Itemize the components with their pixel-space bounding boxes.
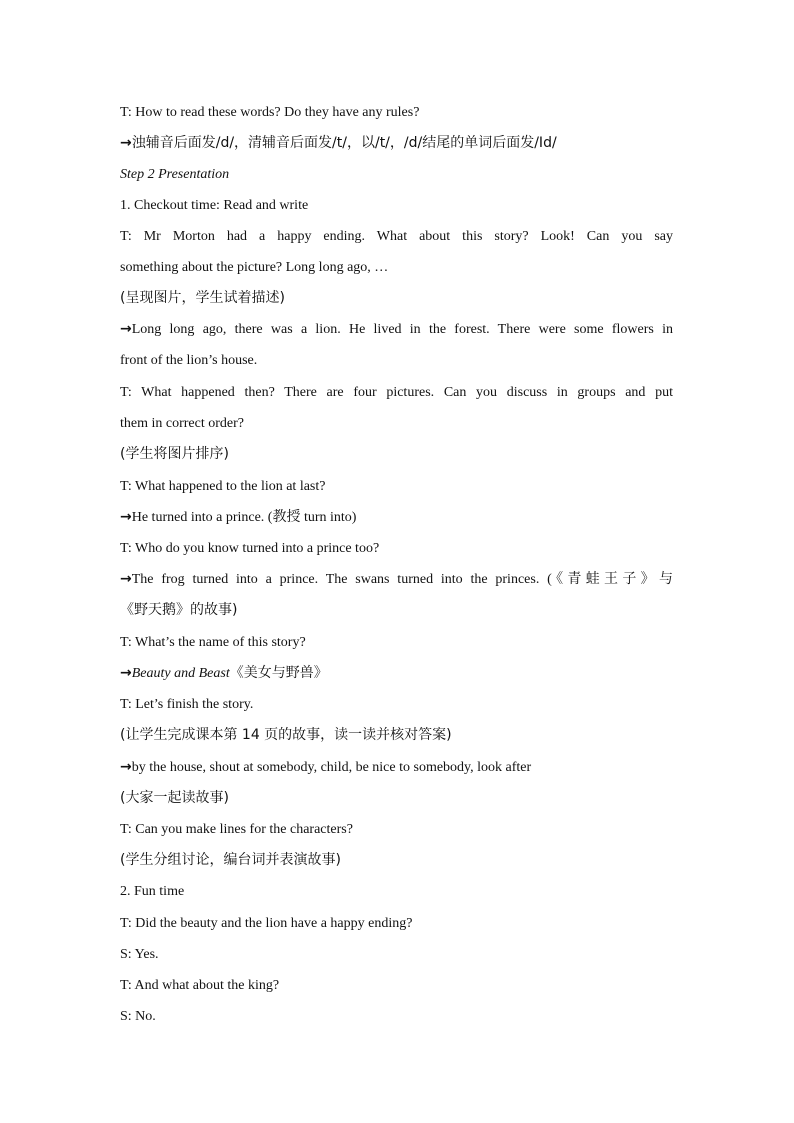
text-line <box>120 533 673 564</box>
line-text: 1. Checkout time: Read and write <box>120 198 309 213</box>
line-text: (呈现图片，学生试着描述) <box>120 290 285 306</box>
arrow-icon: → <box>120 665 132 681</box>
text-line <box>120 814 673 845</box>
text-line <box>120 408 673 439</box>
text-line <box>120 439 673 470</box>
text-line <box>120 845 673 876</box>
line-text: (让学生完成课本第 14 页的故事，读一读并核对答案) <box>120 727 452 743</box>
line-text: by the house, shout at somebody, child, be nice to somebody, look after <box>131 760 532 775</box>
line-text: T: What happened then? There are four pictures. Can you discuss in groups and put <box>120 385 673 400</box>
text-line <box>120 939 673 970</box>
line-text: Step 2 Presentation <box>120 167 230 182</box>
line-text: 《美女与野兽》 <box>229 665 328 681</box>
line-text: T: And what about the king? <box>120 978 280 993</box>
text-line <box>120 876 673 907</box>
line-text: S: Yes. <box>120 947 159 962</box>
line-text: The frog turned into a prince. The swans turned into the princes. (《青蛙王子》与 <box>131 572 673 587</box>
text-line <box>120 252 673 283</box>
arrow-icon: → <box>120 321 132 337</box>
arrow-icon: → <box>120 571 132 587</box>
text-line <box>120 190 673 221</box>
text-line <box>120 689 673 720</box>
text-line <box>120 627 673 658</box>
text-line <box>120 377 673 408</box>
line-text: T: Did the beauty and the lion have a happy ending? <box>120 916 413 931</box>
line-text: T: Let’s finish the story. <box>120 697 254 712</box>
line-text: T: What’s the name of this story? <box>120 635 306 650</box>
line-text: front of the lion’s house. <box>120 353 258 368</box>
text-line <box>120 720 673 751</box>
line-text: T: How to read these words? Do they have any rules? <box>120 105 420 120</box>
arrow-icon: → <box>120 509 132 525</box>
line-text: T: Can you make lines for the characters? <box>120 822 353 837</box>
text-line <box>120 658 673 689</box>
arrow-icon: → <box>120 135 132 151</box>
text-line <box>120 345 673 376</box>
section-heading <box>120 159 673 190</box>
line-text: Long long ago, there was a lion. He lived in the forest. There were some flowers in <box>131 322 673 337</box>
line-text: (学生将图片排序) <box>120 446 229 462</box>
text-line <box>120 502 673 533</box>
line-text: S: No. <box>120 1009 156 1024</box>
line-text: He turned into a prince. (教授 turn into) <box>131 510 357 525</box>
line-text: 《野天鹅》的故事) <box>120 602 238 618</box>
arrow-icon: → <box>120 759 132 775</box>
line-text: T: Mr Morton had a happy ending. What about this story? Look! Can you say <box>120 229 673 244</box>
line-text: 浊辅音后面发/d/，清辅音后面发/t/，以/t/，/d/结尾的单词后面发/Id/ <box>131 135 557 151</box>
text-line <box>120 1001 673 1032</box>
text-line <box>120 752 673 783</box>
line-text: T: Who do you know turned into a prince too? <box>120 541 380 556</box>
text-line <box>120 314 673 345</box>
text-line <box>120 564 673 595</box>
text-line <box>120 970 673 1001</box>
text-line <box>120 283 673 314</box>
line-text: (大家一起读故事) <box>120 790 229 806</box>
story-title: Beauty and Beast <box>131 666 230 681</box>
text-line <box>120 908 673 939</box>
line-text: T: What happened to the lion at last? <box>120 479 326 494</box>
text-line <box>120 783 673 814</box>
text-line <box>120 221 673 252</box>
text-line <box>120 97 673 128</box>
text-line <box>120 128 673 159</box>
text-line <box>120 471 673 502</box>
line-text: 2. Fun time <box>120 884 185 899</box>
line-text: something about the picture? Long long ago, … <box>120 260 389 275</box>
line-text: them in correct order? <box>120 416 244 431</box>
line-text: (学生分组讨论，编台词并表演故事) <box>120 852 341 868</box>
text-line <box>120 595 673 626</box>
